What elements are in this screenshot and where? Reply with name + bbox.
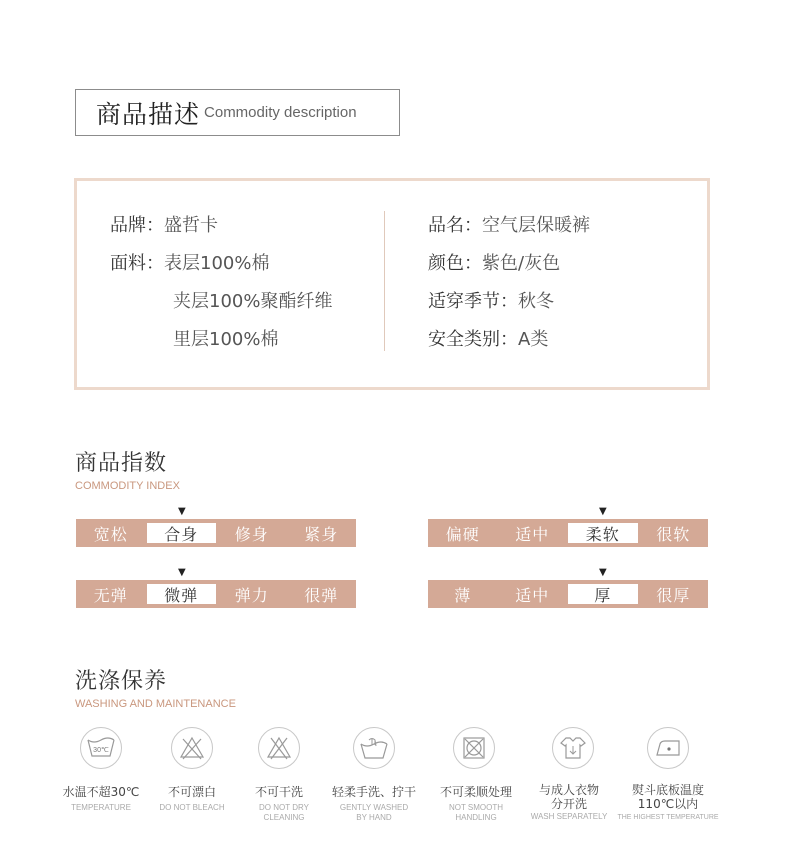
care-label-en: DO NOT BLEACH bbox=[159, 803, 225, 812]
elasticity-option: 很弹 bbox=[304, 585, 339, 605]
spec-name-key: 品名： bbox=[428, 215, 482, 236]
thickness-marker: ▼ bbox=[599, 567, 607, 578]
thickness-option: 厚 bbox=[567, 583, 639, 605]
fit-option: 宽松 bbox=[93, 524, 128, 544]
care-label-cn: 不可柔顺处理 bbox=[439, 785, 512, 799]
care-label-cn: 水温不超30℃ bbox=[62, 785, 140, 799]
care-label-en: GENTLY WASHED BY HAND bbox=[339, 803, 409, 822]
spec-brand-value: 盛哲卡 bbox=[164, 215, 218, 236]
care-label-cn: 熨斗底板温度110℃以内 bbox=[631, 783, 704, 811]
fit-marker: ▼ bbox=[178, 506, 186, 517]
spec-fabric-key: 面料： bbox=[110, 253, 164, 274]
spec-fabric-value-3: 里层100%棉 bbox=[173, 329, 279, 350]
softness-marker: ▼ bbox=[599, 506, 607, 517]
spec-safety-value: A类 bbox=[518, 329, 549, 350]
index-title-en: COMMODITY INDEX bbox=[75, 480, 180, 492]
fit-option: 修身 bbox=[234, 524, 269, 544]
elasticity-option: 微弹 bbox=[146, 583, 218, 605]
spec-season bbox=[428, 287, 554, 313]
spec-season-key: 适穿季节： bbox=[428, 291, 518, 312]
spec-box bbox=[74, 178, 710, 390]
spec-divider bbox=[384, 211, 385, 351]
no-tumble-icon bbox=[453, 727, 495, 769]
care-label-en: THE HIGHEST TEMPERATURE bbox=[617, 814, 719, 821]
elasticity-option: 无弹 bbox=[93, 585, 128, 605]
fit-scale bbox=[76, 519, 356, 547]
care-title-cn: 洗涤保养 bbox=[75, 669, 168, 694]
spec-safety-key: 安全类别： bbox=[428, 329, 518, 350]
fit-option: 紧身 bbox=[304, 524, 339, 544]
section-title: 商品描述 bbox=[96, 99, 201, 129]
section-title-box bbox=[75, 89, 400, 136]
spec-fabric bbox=[110, 249, 269, 275]
spec-brand-key: 品牌： bbox=[110, 215, 164, 236]
spec-color-key: 颜色： bbox=[428, 253, 482, 274]
no-dry-clean-icon bbox=[258, 727, 300, 769]
thickness-option: 适中 bbox=[515, 585, 550, 605]
care-label-cn: 不可干洗 bbox=[254, 785, 303, 799]
softness-option: 很软 bbox=[656, 524, 691, 544]
spec-fabric-value-2: 夹层100%聚酯纤维 bbox=[173, 291, 333, 312]
section-subtitle: Commodity description bbox=[204, 104, 357, 121]
no-bleach-icon bbox=[171, 727, 213, 769]
spec-color-value: 紫色/灰色 bbox=[482, 253, 561, 274]
softness-option: 适中 bbox=[515, 524, 550, 544]
elasticity-scale bbox=[76, 580, 356, 608]
spec-fabric-line-2 bbox=[173, 287, 332, 313]
wash-separately-icon bbox=[552, 727, 594, 769]
index-section-title bbox=[75, 446, 180, 492]
hand-wash-icon bbox=[353, 727, 395, 769]
thickness-option: 薄 bbox=[454, 585, 472, 605]
care-label-en: TEMPERATURE bbox=[71, 803, 131, 812]
elasticity-marker: ▼ bbox=[178, 567, 186, 578]
care-label-en: NOT SMOOTH HANDLING bbox=[448, 803, 504, 822]
index-title-cn: 商品指数 bbox=[75, 451, 168, 476]
thickness-option: 很厚 bbox=[656, 585, 691, 605]
care-title-en: WASHING AND MAINTENANCE bbox=[75, 698, 236, 710]
spec-brand bbox=[110, 211, 218, 237]
softness-option: 柔软 bbox=[567, 522, 639, 544]
care-label-cn: 不可漂白 bbox=[167, 785, 216, 799]
care-label-cn: 轻柔手洗、拧干 bbox=[331, 785, 416, 799]
care-label-en: WASH SEPARATELY bbox=[530, 812, 608, 821]
softness-option: 偏硬 bbox=[445, 524, 480, 544]
thickness-scale bbox=[428, 580, 708, 608]
spec-safety bbox=[428, 325, 548, 351]
care-section-title bbox=[75, 664, 236, 710]
spec-color bbox=[428, 249, 560, 275]
spec-fabric-value-1: 表层100%棉 bbox=[164, 253, 270, 274]
softness-scale bbox=[428, 519, 708, 547]
fit-option: 合身 bbox=[146, 522, 218, 544]
spec-name-value: 空气层保暖裤 bbox=[482, 215, 590, 236]
spec-season-value: 秋冬 bbox=[518, 291, 554, 312]
wash-30-icon bbox=[80, 727, 122, 769]
care-label-cn: 与成人衣物分开洗 bbox=[538, 783, 599, 811]
spec-name bbox=[428, 211, 590, 237]
care-label-en: DO NOT DRY CLEANING bbox=[259, 803, 309, 822]
elasticity-option: 弹力 bbox=[234, 585, 269, 605]
spec-fabric-line-3 bbox=[173, 325, 278, 351]
wash-30-label: 30℃ bbox=[93, 747, 109, 754]
iron-icon bbox=[647, 727, 689, 769]
